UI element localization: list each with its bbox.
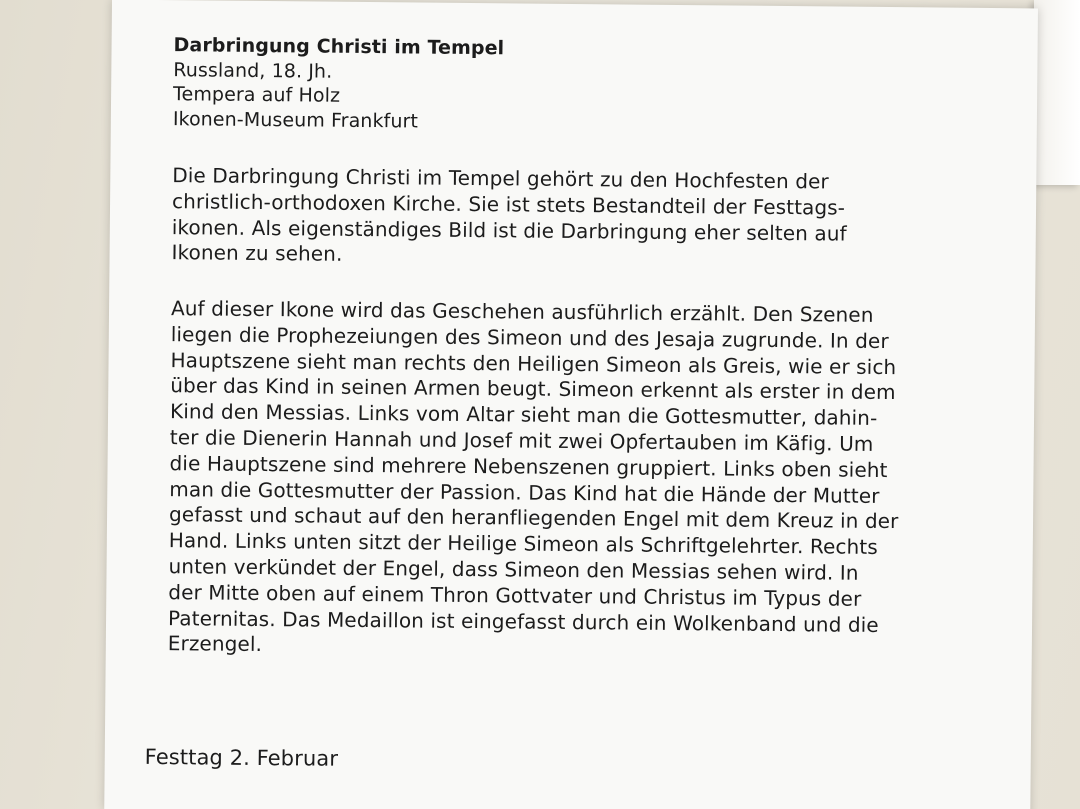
label-header (173, 33, 505, 134)
paragraph-line: liegen die Prophezeiungen des Simeon und des Jesaja zugrunde. In der (170, 321, 889, 353)
paragraph-line: über das Kind in seinen Armen beugt. Simeon erkennt als erster in dem (170, 373, 896, 405)
artwork-collection: Ikonen-Museum Frankfurt (172, 107, 419, 132)
paragraph-line: der Mitte oben auf einem Thron Gottvater und Christus im Typus der (168, 579, 862, 611)
museum-label-card (104, 0, 1038, 809)
paragraph-line: Erzengel. (167, 631, 263, 657)
paragraph-line: Auf dieser Ikone wird das Geschehen ausführlich erzählt. Den Szenen (170, 296, 874, 327)
paragraph-line: Hand. Links unten sitzt der Heilige Simeon als Schriftgelehrter. Rechts (168, 528, 878, 560)
paragraph-line: gefasst und schaut auf den heranfliegenden Engel mit dem Kreuz in der (168, 502, 899, 534)
paragraph-line: die Hauptszene sind mehrere Nebenszenen gruppiert. Links oben sieht (169, 450, 888, 482)
paragraph-line: Ikonen zu sehen. (171, 240, 343, 267)
description-paragraph (168, 296, 986, 665)
paragraph-line: Hauptszene sieht man rechts den Heiligen Simeon als Greis, wie er sich (170, 347, 897, 379)
artwork-title: Darbringung Christi im Tempel (173, 34, 505, 60)
paragraph-line: christlich-orthodoxen Kirche. Sie ist stets Bestandteil der Festtags- (171, 188, 846, 220)
paragraph-line: Paternitas. Das Medaillon ist eingefasst durch ein Wolkenband und die (167, 605, 879, 637)
paragraph-line: Kind den Messias. Links vom Altar sieht man die Gottesmutter, dahin- (169, 399, 878, 431)
artwork-origin: Russland, 18. Jh. (173, 58, 333, 83)
paragraph-line: man die Gottesmutter der Passion. Das Kind hat die Hände der Mutter (169, 476, 880, 508)
paragraph-line: unten verkündet der Engel, dass Simeon den Messias sehen wird. In (168, 554, 859, 585)
feast-day: Festtag 2. Februar (144, 744, 339, 771)
paragraph-line: ter die Dienerin Hannah und Josef mit zwei Opfertauben im Käfig. Um (169, 425, 874, 456)
picture-frame-edge (1034, 0, 1080, 185)
paragraph-line: ikonen. Als eigenständiges Bild ist die Darbringung eher selten auf (171, 214, 847, 246)
artwork-technique: Tempera auf Holz (173, 83, 341, 107)
paragraph-line: Die Darbringung Christi im Tempel gehört zu den Hochfesten der (172, 163, 829, 194)
intro-paragraph (171, 163, 992, 274)
